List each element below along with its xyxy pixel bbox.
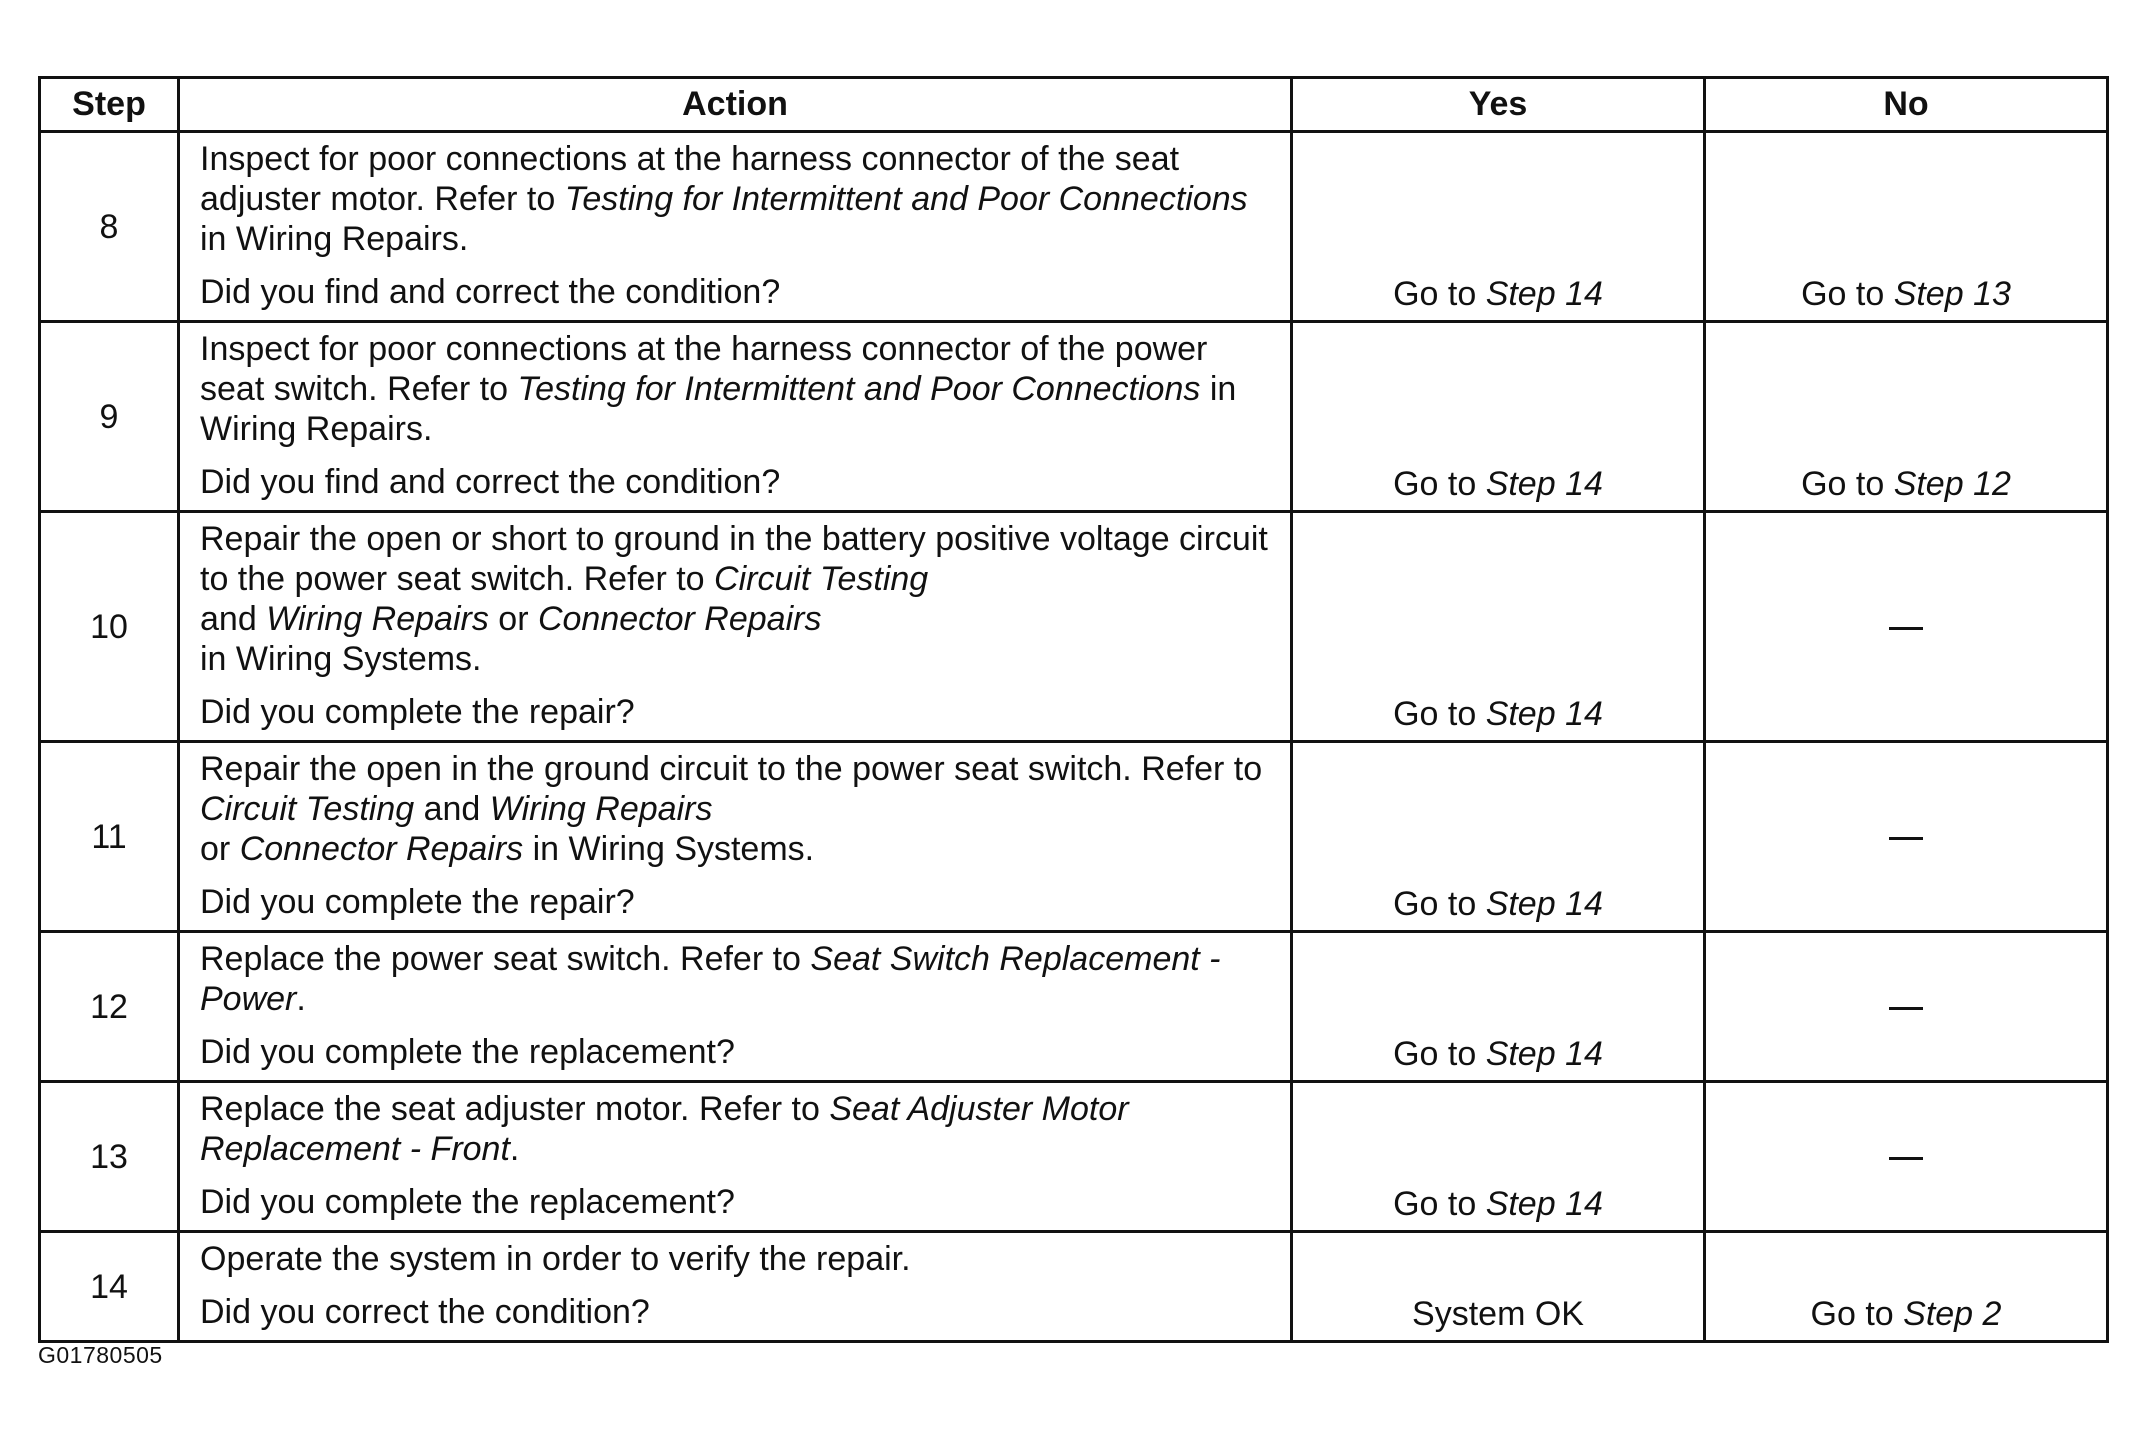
diagnostic-table (38, 76, 2109, 1343)
table.rows.6.no-reference-text: Step 2 (1903, 1295, 2002, 1333)
table.rows.0.no-reference-text: Step 13 (1893, 275, 2011, 313)
table.rows.3.yes-text: Go to (1393, 885, 1486, 923)
no-result (1705, 742, 2108, 932)
yes-result (1292, 322, 1705, 512)
action-instruction (200, 329, 1276, 449)
dash-mark (1889, 627, 1923, 630)
no-result (1705, 322, 2108, 512)
table.rows.4.yes-text: Go to (1393, 1035, 1486, 1073)
action-question: Did you correct the condition? (200, 1293, 650, 1331)
action-cell (179, 1232, 1292, 1342)
table-row (40, 512, 2108, 742)
table.rows.5.yes-reference-text: Step 14 (1485, 1185, 1603, 1223)
header-yes: Yes (1292, 78, 1705, 132)
table.rows.1.action-reference-text: Testing for Intermittent and Poor Connections (517, 370, 1201, 408)
table.rows.0.action-reference-text: Testing for Intermittent and Poor Connections (564, 180, 1248, 218)
table.rows.0.yes-text: Go to (1393, 275, 1486, 313)
table.rows.6.no-text: Go to (1810, 1295, 1904, 1333)
table.rows.4.action-text: Replace the power seat switch. Refer to (200, 940, 811, 978)
figure-id: G01780505 (38, 1342, 163, 1368)
table.rows.1.action-text: Inspect for poor connections at the harness connector of the power seat switch. Refer to (200, 330, 1208, 408)
yes-result (1292, 742, 1705, 932)
table.rows.4.action-text: . (296, 980, 306, 1018)
table.rows.2.action-text: and (200, 600, 267, 638)
action-instruction (200, 939, 1276, 1019)
table.rows.2.action-reference-text: Circuit Testing (714, 560, 929, 598)
table-row (40, 1232, 2108, 1342)
action-question: Did you find and correct the condition? (200, 463, 781, 501)
action-question: Did you complete the replacement? (200, 1033, 735, 1071)
no-result (1705, 512, 2108, 742)
table.rows.0.action-text: in Wiring Repairs. (200, 220, 469, 258)
table.rows.0.yes-reference-text: Step 14 (1485, 275, 1603, 313)
table.rows.4.yes-reference-text: Step 14 (1485, 1035, 1603, 1073)
table.rows.2.yes-reference-text: Step 14 (1485, 695, 1603, 733)
step-number: 9 (40, 322, 179, 512)
no-result (1705, 132, 2108, 322)
action-cell (179, 1082, 1292, 1232)
dash-mark (1889, 1157, 1923, 1160)
table.rows.1.yes-text: Go to (1393, 465, 1486, 503)
action-question: Did you complete the repair? (200, 693, 635, 731)
table.rows.6.action-text: Operate the system in order to verify the repair. (200, 1240, 911, 1278)
yes-result (1292, 512, 1705, 742)
table.rows.0.action-text: Inspect for poor connections at the harness connector of the seat adjuster motor. Refer to (200, 140, 1180, 218)
header-step: Step (40, 78, 179, 132)
table.rows.2.yes-text: Go to (1393, 695, 1486, 733)
action-instruction (200, 1239, 1276, 1279)
yes-result (1292, 1232, 1705, 1342)
table.rows.1.no-reference-text: Step 12 (1893, 465, 2011, 503)
table.rows.5.action-text: Replace the seat adjuster motor. Refer to (200, 1090, 830, 1128)
no-result (1705, 932, 2108, 1082)
table.rows.3.action-text: in Wiring Systems. (523, 830, 815, 868)
dash-mark (1889, 1007, 1923, 1010)
action-question: Did you complete the repair? (200, 883, 635, 921)
table.rows.2.action-text: or (488, 600, 538, 638)
table.rows.2.action-reference-text: Wiring Repairs (266, 600, 489, 638)
table.rows.6.yes-text: System OK (1412, 1295, 1584, 1333)
action-question: Did you complete the replacement? (200, 1183, 735, 1221)
step-number: 13 (40, 1082, 179, 1232)
table.rows.2.action-reference-text: Connector Repairs (537, 600, 822, 638)
action-instruction (200, 1089, 1276, 1169)
table.rows.3.action-reference-text: Circuit Testing (200, 790, 415, 828)
table.rows.5.action-text: . (509, 1130, 520, 1168)
table-row (40, 322, 2108, 512)
table.rows.0.no-text: Go to (1801, 275, 1894, 313)
table.rows.3.action-reference-text: Connector Repairs (239, 830, 524, 868)
table-row (40, 132, 2108, 322)
action-cell (179, 322, 1292, 512)
table.rows.1.no-text: Go to (1801, 465, 1894, 503)
dash-mark (1889, 837, 1923, 840)
no-result (1705, 1232, 2108, 1342)
table.rows.4.action-reference-text: Seat Switch Replacement - Power (200, 940, 1221, 1018)
action-instruction (200, 519, 1276, 679)
action-question: Did you find and correct the condition? (200, 273, 781, 311)
table.rows.1.action-text: in Wiring Repairs. (200, 370, 1237, 448)
action-instruction (200, 139, 1276, 259)
step-number: 10 (40, 512, 179, 742)
action-cell (179, 132, 1292, 322)
header-row (40, 78, 2108, 132)
yes-result (1292, 1082, 1705, 1232)
action-cell (179, 932, 1292, 1082)
table.rows.3.action-reference-text: Wiring Repairs (489, 790, 713, 828)
table.rows.3.action-text: and (414, 790, 490, 828)
yes-result (1292, 932, 1705, 1082)
table.rows.1.yes-reference-text: Step 14 (1485, 465, 1603, 503)
table.rows.5.yes-text: Go to (1393, 1185, 1486, 1223)
table.rows.2.action-text: Repair the open or short to ground in the battery positive voltage circuit to the power seat switch. Refer to (200, 520, 1268, 598)
table.rows.2.action-text: in Wiring Systems. (200, 640, 482, 678)
step-number: 11 (40, 742, 179, 932)
table-body (40, 132, 2108, 1342)
step-number: 14 (40, 1232, 179, 1342)
table-row (40, 742, 2108, 932)
yes-result (1292, 132, 1705, 322)
table-row (40, 932, 2108, 1082)
action-instruction (200, 749, 1276, 869)
table-row (40, 1082, 2108, 1232)
step-number: 12 (40, 932, 179, 1082)
no-result (1705, 1082, 2108, 1232)
action-cell (179, 742, 1292, 932)
step-number: 8 (40, 132, 179, 322)
header-no: No (1705, 78, 2108, 132)
table.rows.5.action-reference-text: Seat Adjuster Motor Replacement - Front (200, 1090, 1129, 1168)
table.rows.3.yes-reference-text: Step 14 (1485, 885, 1603, 923)
table.rows.3.action-text: Repair the open in the ground circuit to the power seat switch. Refer to (200, 750, 1263, 788)
table.rows.3.action-text: or (200, 830, 240, 868)
header-action: Action (179, 78, 1292, 132)
action-cell (179, 512, 1292, 742)
